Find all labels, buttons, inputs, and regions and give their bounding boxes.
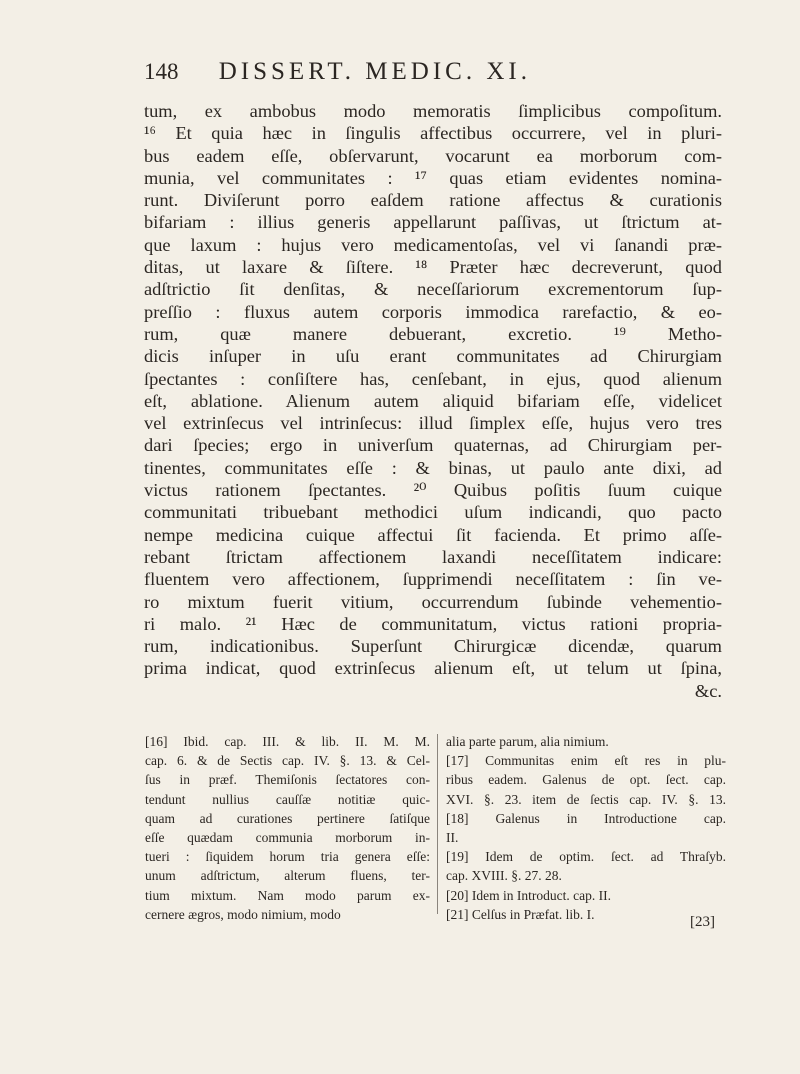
footnote-line: cap. 6. & de Sectis cap. IV. §. 13. & Cel- xyxy=(145,753,430,769)
text-line: runt. Diviſerunt porro eaſdem ratione affectus & curationis xyxy=(144,190,722,211)
running-title: DISSERT. MEDIC. XI. xyxy=(218,58,531,85)
footnote-line: [21] Celſus in Præfat. lib. I. xyxy=(446,906,595,922)
text-line: tum, ex ambobus modo memoratis ſimplicibus compoſitum. xyxy=(144,101,722,121)
text-line: communitati tribuebant methodici uſum indicandi, quo pacto xyxy=(144,502,722,523)
text-line: ri malo. ²¹ Hæc de communitatum, victus rationi propria- xyxy=(144,613,722,634)
footnote-line: tueri : ſiquidem horum tria genera eſſe: xyxy=(145,849,430,865)
text-line: ditas, ut laxare & ſiſtere. ¹⁸ Præter hæc decreverunt, quod xyxy=(144,257,722,278)
main-text xyxy=(144,100,722,702)
text-line: bus eadem eſſe, obſervarunt, vocarunt ea morborum com- xyxy=(144,145,722,166)
footnote-line: eſſe quædam communia morborum in- xyxy=(145,829,430,845)
text-line: tinentes, communitates eſſe : & binas, ut paulo ante dixi, ad xyxy=(144,457,722,478)
text-line: prima indicat, quod extrinſecus alienum eſt, ut telum ut ſpina, xyxy=(144,658,722,679)
footnote-line: ſus in præf. Themiſonis ſectatores con- xyxy=(145,772,430,788)
text-line: eſt, ablatione. Alienum autem aliquid bifariam eſſe, videlicet xyxy=(144,390,722,411)
text-line: dicis inſuper in uſu erant communitates ad Chirurgiam xyxy=(144,346,722,367)
text-line: que laxum : hujus vero medicamentoſas, vel vi ſanandi præ- xyxy=(144,234,722,255)
footnote-line: XVI. §. 23. item de ſectis cap. IV. §. 13. xyxy=(446,791,726,807)
footnotes-left-column xyxy=(145,732,430,924)
footnote-line: ribus eadem. Galenus de opt. ſect. cap. xyxy=(446,772,726,788)
text-line: adſtrictio ſit denſitas, & neceſſariorum excrementorum ſup- xyxy=(144,279,722,300)
page-number: 148 xyxy=(144,59,179,84)
text-line: ro mixtum fuerit vitium, occurrendum ſubinde vehementio- xyxy=(144,591,722,612)
text-line: dari ſpecies; ergo in univerſum quaternas, ad Chirurgiam per- xyxy=(144,435,722,456)
text-line: preſſio : fluxus autem corporis immodica rarefactio, & eo- xyxy=(144,301,722,322)
footnote-line: [17] Communitas enim eſt res in plu- xyxy=(446,753,726,769)
text-line: munia, vel communitates : ¹⁷ quas etiam evidentes nomina- xyxy=(144,167,722,188)
text-line: vel extrinſecus vel intrinſecus: illud ſimplex eſſe, hujus vero tres xyxy=(144,413,722,434)
footnote-line: quam ad curationes pertinere ſatiſque xyxy=(145,810,430,826)
catchword: [23] xyxy=(690,914,715,930)
text-line: victus rationem ſpectantes. ²⁰ Quibus poſitis ſuum cuique xyxy=(144,480,722,501)
text-line: rum, indicationibus. Superſunt Chirurgicæ dicendæ, quarum xyxy=(144,636,722,657)
footnote-line: tium mixtum. Nam modo parum ex- xyxy=(145,887,430,903)
footnote-line: alia parte parum, alia nimium. xyxy=(446,734,609,749)
footnote-line: cap. XVIII. §. 27. 28. xyxy=(446,868,562,884)
column-divider xyxy=(437,734,438,914)
text-line: rum, quæ manere debuerant, excretio. ¹⁹ Metho- xyxy=(144,323,722,344)
footnote-line: II. xyxy=(446,829,459,845)
footnote-line: [18] Galenus in Introductione cap. xyxy=(446,810,726,826)
footnote-line: tendunt nullius cauſſæ notitiæ quic- xyxy=(145,791,430,807)
text-line: &c. xyxy=(694,680,722,701)
page-header xyxy=(144,58,664,86)
footnote-line: [16] Ibid. cap. III. & lib. II. M. M. xyxy=(145,734,430,749)
footnote-line: cernere ægros, modo nimium, modo xyxy=(145,906,341,922)
text-line: nempe medicina cuique affectui ſit facienda. Et primo aſſe- xyxy=(144,524,722,545)
footnote-line: [20] Idem in Introduct. cap. II. xyxy=(446,887,611,903)
text-line: bifariam : illius generis appellarunt paſſivas, ut ſtrictum at- xyxy=(144,212,722,233)
text-line: fluentem vero affectionem, ſupprimendi neceſſitatem : ſin ve- xyxy=(144,569,722,590)
text-line: rebant ſtrictam affectionem laxandi neceſſitatem indicare: xyxy=(144,546,722,567)
footnote-line: unum adſtrictum, alterum fluens, ter- xyxy=(145,868,430,884)
footnotes-right-column xyxy=(446,732,726,924)
footnote-line: [19] Idem de optim. ſect. ad Thraſyb. xyxy=(446,849,726,865)
text-line: ¹⁶ Et quia hæc in ſingulis affectibus occurrere, vel in pluri- xyxy=(144,123,722,144)
text-line: ſpectantes : conſiſtere has, cenſebant, in ejus, quod alienum xyxy=(144,368,722,389)
